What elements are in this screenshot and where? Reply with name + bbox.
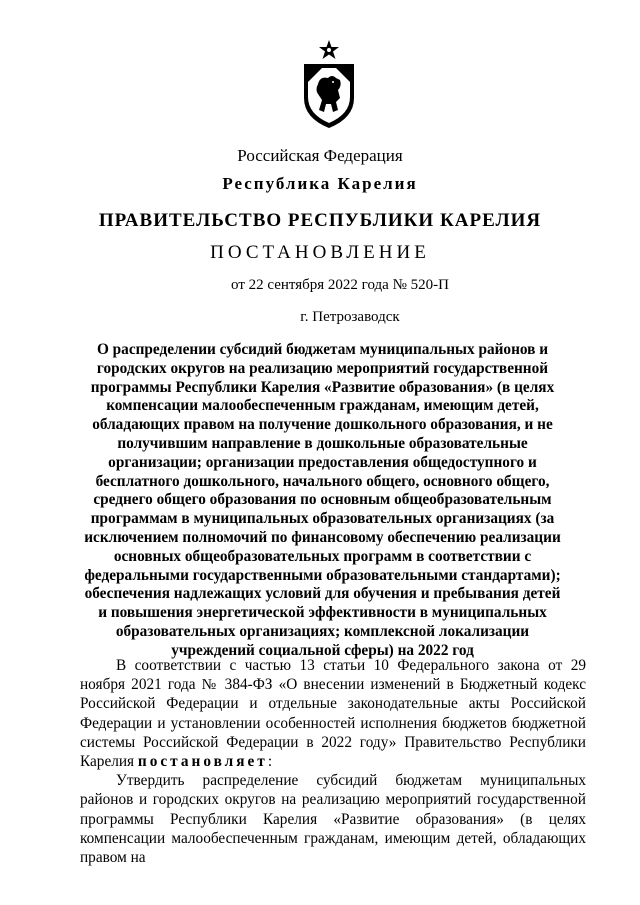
karelia-coat-of-arms-icon	[300, 38, 358, 130]
city-line: г. Петрозаводск	[300, 309, 400, 325]
document-body	[80, 656, 586, 867]
date-number-line: от 22 сентября 2022 года № 520-П	[231, 277, 449, 293]
resolves-word: постановляет	[137, 753, 268, 771]
government-name: ПРАВИТЕЛЬСТВО РЕСПУБЛИКИ КАРЕЛИЯ	[98, 210, 542, 231]
country-name: Российская Федерация	[237, 146, 403, 165]
document-type: ПОСТАНОВЛЕНИЕ	[210, 242, 430, 263]
document-title: О распределении субсидий бюджетам муниципальных районов и городских округов на реализацию мероприятий государственной программы Республики Карелия «Развитие образования» (в целях компенсации малообеспеченным гражданам, имеющим детей, обладающих правом на получение дошкольного образования, и не получившим направление в дошкольные образовательные организации; организации предоставления общедоступного и бесплатного дошкольного, начального общего, основного общего, среднего общего образования по основным общеобразовательным программам в муниципальных образовательных организациях (за исключением полномочий по финансовому обеспечению реализации основных общеобразовательных программ в соответствии с федеральными государственными образовательными стандартами); обеспечения надлежащих условий для обучения и пребывания детей и повышения энергетической эффективности в муниципальных образовательных организациях; комплексной локализации учреждений социальной сферы) на 2022 год	[84, 341, 561, 659]
body-paragraph	[80, 656, 586, 771]
resolves-colon: :	[267, 753, 273, 771]
republic-name: Республика Карелия	[222, 174, 418, 193]
body-paragraph: Утвердить распределение субсидий бюджетам муниципальных районов и городских округов на реализацию мероприятий государственной программы Республики Карелия «Развитие образования» (в целях компенсации малообеспеченным гражданам, имеющим детей, обладающих правом на	[80, 772, 586, 867]
paragraph-text: В соответствии с частью 13 статьи 10 Федерального закона от 29 ноября 2021 года № 384-ФЗ «О внесении изменений в Бюджетный кодекс Российской Федерации и отдельные законодательные акты Российской Федерации и установлении особенностей исполнения бюджетов бюджетной системы Российской Федерации в 2022 году» Правительство Республики Карелия	[80, 657, 586, 771]
